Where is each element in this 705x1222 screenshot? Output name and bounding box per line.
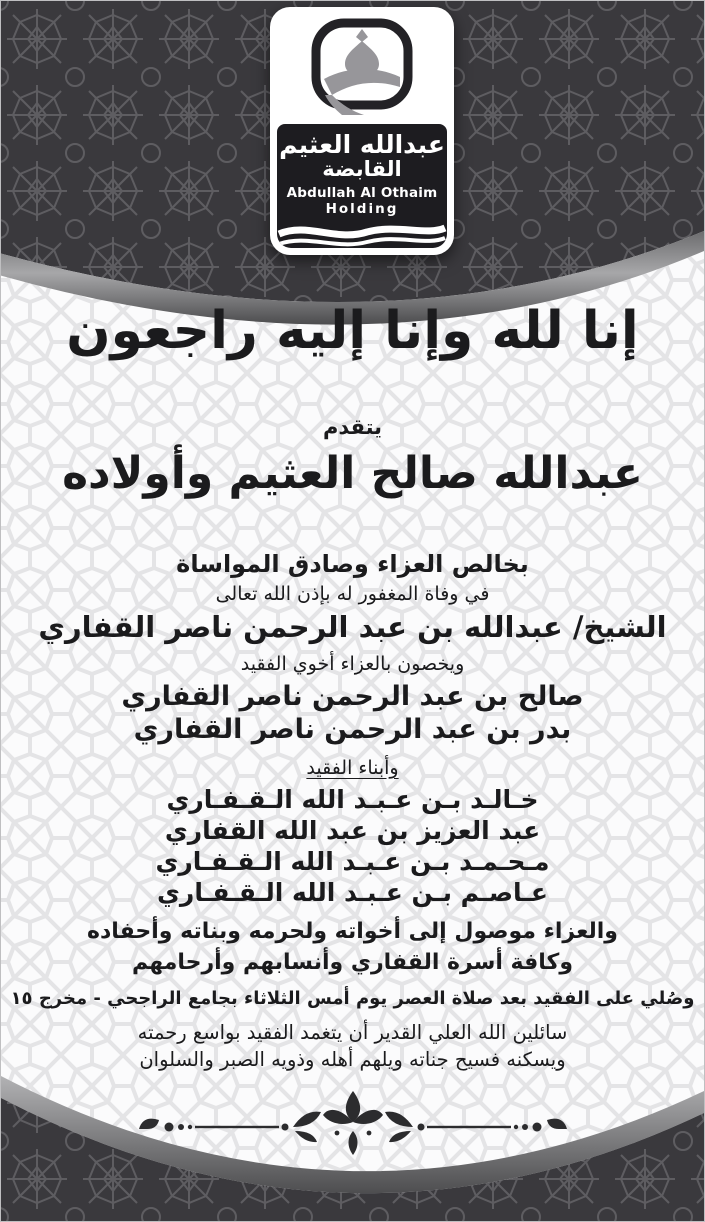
extended-family-line-2: وكافة أسرة القفاري وأنسابهم وأرحامهم xyxy=(131,950,574,975)
logo-icon-area xyxy=(277,14,447,124)
company-logo-badge xyxy=(270,7,454,255)
brothers-intro: ويخصون بالعزاء أخوي الفقيد xyxy=(240,653,465,675)
logo-wave-icon xyxy=(277,222,447,248)
dua-line-2: ويسكنه فسيح جناته ويلهم أهله وذويه الصبر والسلوان xyxy=(139,1048,566,1071)
presents-line: يتقدم xyxy=(322,415,383,439)
brand-english-holding: Holding xyxy=(325,201,399,218)
dua-line-1: سائلين الله العلي القدير أن يتغمد الفقيد بواسع رحمته xyxy=(137,1021,568,1044)
son-name-1: خـالـد بـن عـبـد الله الـقـفـاري xyxy=(166,785,539,814)
brand-arabic-name: عبدالله العثيم xyxy=(279,130,445,159)
condolence-line: بخالص العزاء وصادق المواساة xyxy=(176,550,529,578)
deceased-name: الشيخ/ عبدالله بن عبد الرحمن ناصر القفاري xyxy=(38,610,667,644)
son-name-3: مـحـمـد بـن عـبـد الله الـقـفـاري xyxy=(155,847,550,876)
death-announcement-line: في وفاة المغفور له بإذن الله تعالى xyxy=(215,583,490,605)
istirja-calligraphy: إنا لله وإنا إليه راجعون xyxy=(66,301,639,361)
brother-name-2: بدر بن عبد الرحمن ناصر القفاري xyxy=(133,714,572,745)
son-name-2: عبد العزيز بن عبد الله القفاري xyxy=(164,816,541,845)
logo-text-panel xyxy=(277,124,447,248)
brother-name-1: صالح بن عبد الرحمن ناصر القفاري xyxy=(121,681,584,712)
sons-intro: وأبناء الفقيد xyxy=(306,757,399,779)
funeral-prayer-info: وصُلي على الفقيد بعد صلاة العصر يوم أمس الثلاثاء بجامع الراجحي - مخرج ١٥ xyxy=(10,988,695,1009)
brand-arabic-holding: القابضة xyxy=(322,157,402,182)
othaim-arabesque-icon xyxy=(308,17,416,121)
son-name-4: عـاصـم بـن عـبـد الله الـقـفـاري xyxy=(157,878,548,907)
family-calligraphy: عبدالله صالح العثيم وأولاده xyxy=(62,448,643,499)
ornament-divider-icon xyxy=(133,1087,573,1167)
extended-family-line-1: والعزاء موصول إلى أخواته ولحرمه وبناته وأحفاده xyxy=(87,919,618,944)
brand-english-name: Abdullah Al Othaim xyxy=(286,185,438,202)
